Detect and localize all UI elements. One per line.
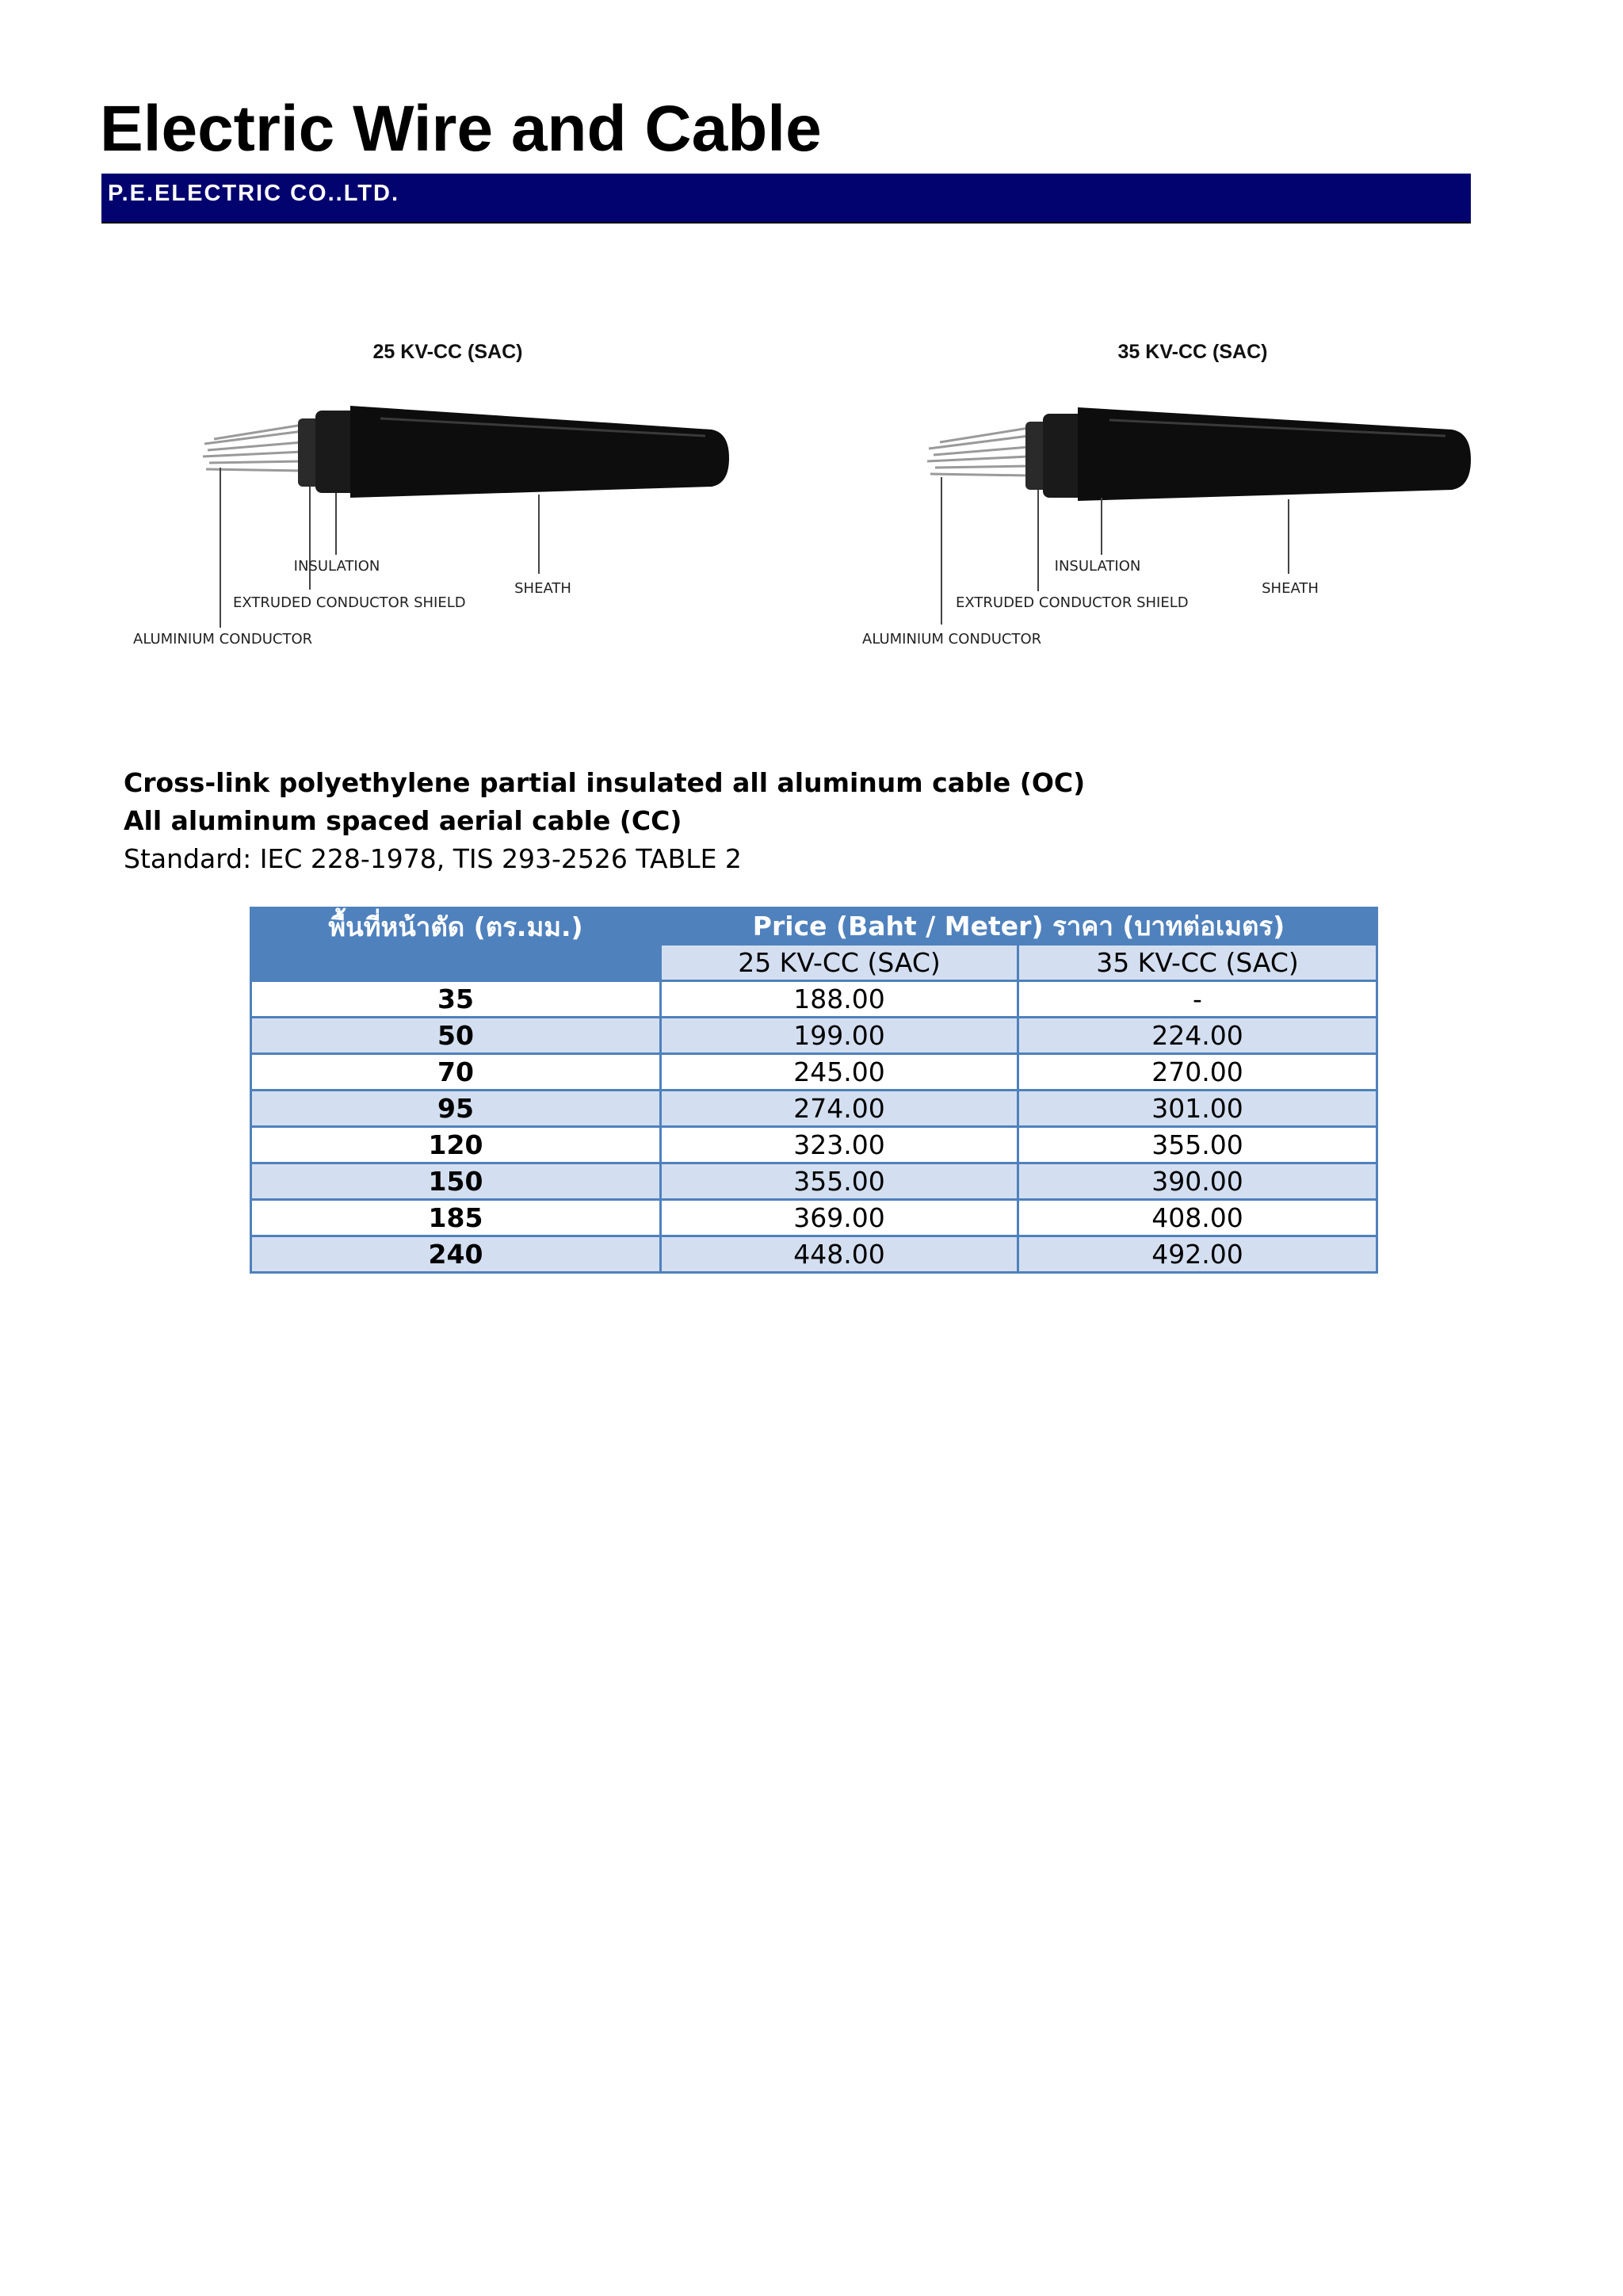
table-row <box>251 1127 1377 1163</box>
size-cell: 185 <box>251 1200 661 1236</box>
label-conductor: ALUMINIUM CONDUCTOR <box>862 631 1042 648</box>
label-sheath: SHEATH <box>514 580 571 597</box>
sub-header-25kv: 25 KV-CC (SAC) <box>661 945 1018 981</box>
table-row <box>251 1163 1377 1200</box>
size-cell: 240 <box>251 1236 661 1273</box>
price-35kv-cell: 390.00 <box>1018 1163 1377 1200</box>
table-row <box>251 1200 1377 1236</box>
size-cell: 50 <box>251 1018 661 1054</box>
price-25kv-cell: 199.00 <box>661 1018 1018 1054</box>
price-35kv-cell: 301.00 <box>1018 1091 1377 1127</box>
description-line-oc: Cross-link polyethylene partial insulated all aluminum cable (OC) <box>124 767 1086 798</box>
diagram-title: 25 KV-CC (SAC) <box>372 341 523 363</box>
price-25kv-cell: 245.00 <box>661 1054 1018 1091</box>
price-25kv-cell: 448.00 <box>661 1236 1018 1273</box>
label-shield: EXTRUDED CONDUCTOR SHIELD <box>233 594 466 611</box>
cable-diagram-35kv <box>856 331 1490 664</box>
label-sheath: SHEATH <box>1262 580 1319 597</box>
label-conductor: ALUMINIUM CONDUCTOR <box>133 631 313 648</box>
label-shield: EXTRUDED CONDUCTOR SHIELD <box>956 594 1189 611</box>
cable-illustration-35kv <box>856 331 1490 664</box>
price-25kv-cell: 355.00 <box>661 1163 1018 1200</box>
table-row <box>251 1018 1377 1054</box>
size-cell: 120 <box>251 1127 661 1163</box>
cable-diagram-25kv <box>119 331 753 664</box>
label-insulation: INSULATION <box>293 558 380 575</box>
label-insulation: INSULATION <box>1054 558 1141 575</box>
price-35kv-cell: 492.00 <box>1018 1236 1377 1273</box>
price-35kv-cell: 270.00 <box>1018 1054 1377 1091</box>
aluminium-conductor-strands <box>927 428 1029 476</box>
price-35kv-cell: - <box>1018 981 1377 1018</box>
size-cell: 150 <box>251 1163 661 1200</box>
page-title: Electric Wire and Cable <box>100 93 822 165</box>
standard-text: Standard: IEC 228-1978, TIS 293-2526 TABLE 2 <box>124 843 742 874</box>
price-35kv-cell: 224.00 <box>1018 1018 1377 1054</box>
size-cell: 95 <box>251 1091 661 1127</box>
description-line-cc: All aluminum spaced aerial cable (CC) <box>124 805 682 836</box>
diagram-title: 35 KV-CC (SAC) <box>1117 341 1268 363</box>
price-table <box>250 907 1378 1274</box>
company-name: P.E.ELECTRIC CO..LTD. <box>108 181 400 206</box>
table-row <box>251 981 1377 1018</box>
size-cell: 35 <box>251 981 661 1018</box>
cable-description <box>124 764 1085 878</box>
price-25kv-cell: 323.00 <box>661 1127 1018 1163</box>
price-25kv-cell: 369.00 <box>661 1200 1018 1236</box>
table-row <box>251 1091 1377 1127</box>
table-row <box>251 1054 1377 1091</box>
aluminium-conductor-strands <box>203 425 303 471</box>
cable-illustration-25kv <box>119 331 753 664</box>
price-25kv-cell: 274.00 <box>661 1091 1018 1127</box>
price-35kv-cell: 408.00 <box>1018 1200 1377 1236</box>
size-cell: 70 <box>251 1054 661 1091</box>
price-35kv-cell: 355.00 <box>1018 1127 1377 1163</box>
company-banner <box>101 174 1471 223</box>
sub-header-35kv: 35 KV-CC (SAC) <box>1018 945 1377 981</box>
size-column-header: พื้นที่หน้าตัด (ตร.มม.) <box>251 908 661 981</box>
table-row <box>251 1236 1377 1273</box>
price-25kv-cell: 188.00 <box>661 981 1018 1018</box>
price-column-header: Price (Baht / Meter) ราคา (บาทต่อเมตร) <box>661 908 1377 945</box>
